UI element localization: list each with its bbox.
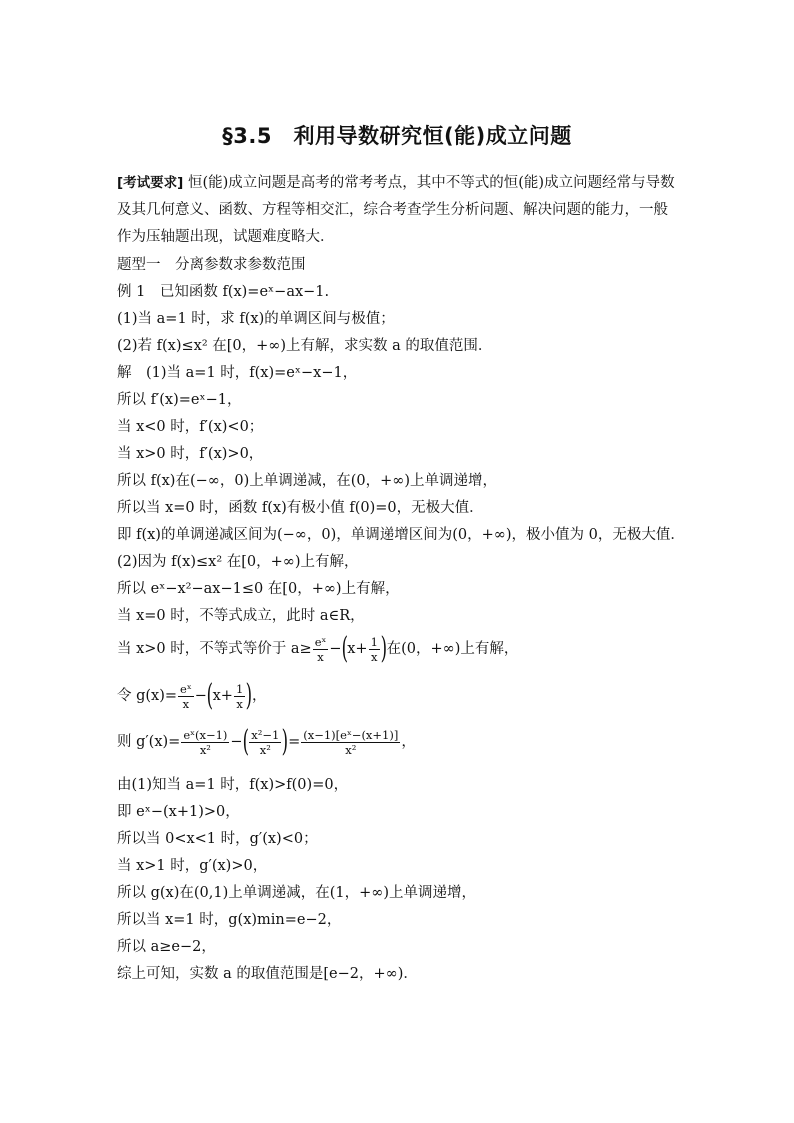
solution-line: (2)因为 f(x)≤x² 在[0，+∞)上有解， [117,554,359,570]
fraction: $\frac{\text{eˣ}}{x}$ [180,681,192,711]
solution-line: 所以当 x=1 时，g(x)min=e−2， [117,912,342,928]
paren-right: ) [380,631,387,666]
solution-line: 即 eˣ−(x+1)>0， [117,804,240,820]
solution-line: 所以 a≥e−2， [117,939,216,955]
math-text: 当 x>0 时，不等式等价于 a≥ [117,641,312,657]
requirement-tag: [考试要求] [117,175,184,191]
fraction: $\frac{\text{(x−1)[eˣ−(x+1)]}}{\text{x²}}$ [303,727,399,757]
paren-left: ( [206,678,213,713]
paren-left: ( [242,724,249,759]
example-statement: 例 1 已知函数 f(x)=eˣ−ax−1. [117,284,330,300]
solution-line: 即 f(x)的单调递减区间为(−∞，0)，单调递增区间为(0，+∞)，极小值为 0，无极大值． [117,527,685,543]
requirement-text: 恒(能)成立问题是高考的常考考点，其中不等式的恒(能)成立问题经常与导数及其几何意义、函数、方程等相交汇，综合考查学生分析问题、解决问题的能力，一般作为压轴题出现，试题难度略大． [117,175,675,245]
fraction: $\frac{1}{x}$ [235,681,244,711]
math-line-inequality: 当 x>0 时，不等式等价于 a≥ $\frac{\text{eˣ}}{x}$ −(x+ $\frac{1}{x}$ )在(0，+∞)上有解， [117,631,519,666]
fraction: $\frac{\text{eˣ}}{x}$ [314,634,327,664]
solution-line: 当 x=0 时，不等式成立，此时 a∈R， [117,608,365,624]
paren-left: ( [341,631,348,666]
solution-line: 当 x>0 时，f′(x)>0， [117,446,264,462]
fraction: $\frac{\text{x²−1}}{\text{x²}}$ [251,727,280,757]
solution-line: 所以 f′(x)=eˣ−1， [117,392,242,408]
solution-line: 解 (1)当 a=1 时，f(x)=eˣ−x−1， [117,365,358,381]
solution-line: 由(1)知当 a=1 时，f(x)>f(0)=0， [117,777,349,793]
paren-right: ) [245,678,253,713]
question-1: (1)当 a=1 时，求 f(x)的单调区间与极值； [117,311,395,327]
solution-line: 所以当 0<x<1 时，g′(x)<0； [117,831,318,847]
conclusion-line: 综上可知，实数 a 的取值范围是[e−2，+∞)． [117,966,418,982]
question-2: (2)若 f(x)≤x² 在[0，+∞)上有解，求实数 a 的取值范围． [117,338,493,354]
paren-right: ) [281,724,289,759]
math-line-derivative: 则 g′(x)= $\frac{\text{eˣ(x−1)}}{\text{x²}}$ −( $\frac{\text{x²−1}}{\text{x²}}$ )= $\frac{\text{(x−1)[eˣ−(x+1)]}}{\text{x²}}$ ， [117,724,416,759]
solution-line: 当 x<0 时，f′(x)<0； [117,419,264,435]
page-title: §3.5 利用导数研究恒(能)成立问题 [222,124,572,148]
math-line-define-g: 令 g(x)= $\frac{\text{eˣ}}{x}$ −(x+ $\frac{1}{x}$ )， [117,678,267,713]
fraction: $\frac{\text{eˣ(x−1)}}{\text{x²}}$ [183,727,228,757]
fraction: $\frac{1}{x}$ [370,634,378,664]
solution-line: 当 x>1 时，g′(x)>0， [117,858,268,874]
solution-line: 所以 g(x)在(0,1)上单调递减，在(1，+∞)上单调递增， [117,885,477,901]
solution-line: 所以 eˣ−x²−ax−1≤0 在[0，+∞)上有解， [117,581,400,597]
section-heading: 题型一 分离参数求参数范围 [117,257,306,273]
solution-line: 所以当 x=0 时，函数 f(x)有极小值 f(0)=0，无极大值． [117,500,484,516]
exam-requirement [117,170,679,251]
solution-line: 所以 f(x)在(−∞，0)上单调递减，在(0，+∞)上单调递增， [117,473,498,489]
